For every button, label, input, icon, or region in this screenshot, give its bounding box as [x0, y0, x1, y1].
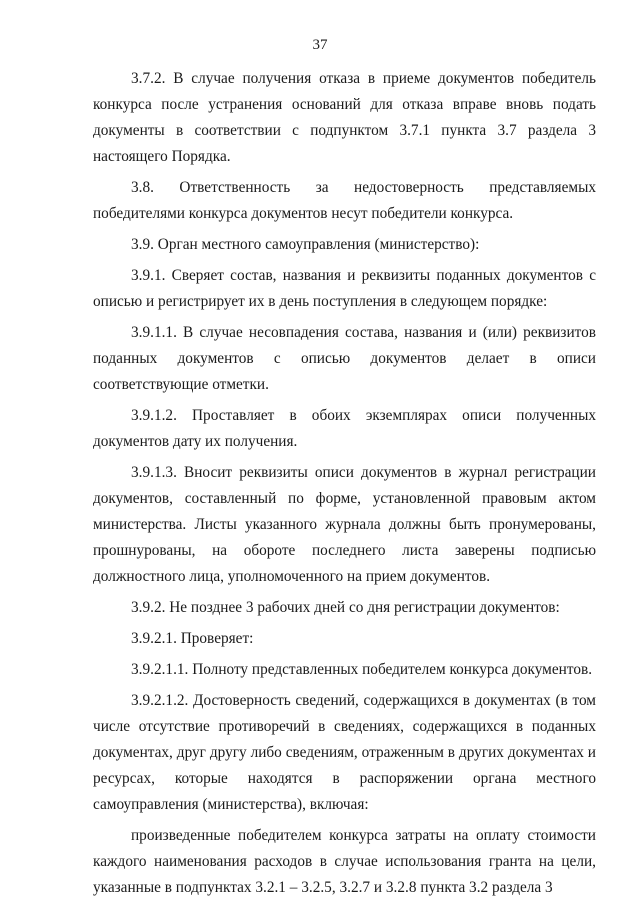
paragraph-continuation: произведенные победителем конкурса затраты на оплату стоимости каждого наименования расходов в случае использования гранта на цели, указанные в подпунктах 3.2.1 – 3.2.5, 3.2.7 и 3.2.8 пункта 3.2 раздела 3 [93, 827, 596, 896]
page-number: 37 [312, 37, 328, 53]
paragraph-3-9-1-1: 3.9.1.1. В случае несовпадения состава, названия и (или) реквизитов поданных документов с описью документов делает в описи соответствующие отметки. [93, 324, 596, 393]
paragraph-3-8: 3.8. Ответственность за недостоверность представляемых победителями конкурса документов несут победители конкурса. [93, 179, 596, 222]
paragraph-3-9: 3.9. Орган местного самоуправления (министерство): [131, 236, 480, 253]
paragraph-3-9-1-2: 3.9.1.2. Проставляет в обоих экземплярах описи полученных документов дату их получения. [93, 407, 596, 450]
paragraph-3-9-2-1-1: 3.9.2.1.1. Полноту представленных победителем конкурса документов. [131, 661, 593, 678]
document-body [93, 66, 596, 906]
paragraph-3-7-2: 3.7.2. В случае получения отказа в приеме документов победитель конкурса после устранения оснований для отказа вправе вновь подать документы в соответствии с подпунктом 3.7.1 пункта 3.7 раздела 3 настоящего Порядка. [93, 70, 596, 165]
paragraph-3-9-2: 3.9.2. Не позднее 3 рабочих дней со дня регистрации документов: [131, 599, 560, 616]
paragraph-3-9-2-1: 3.9.2.1. Проверяет: [131, 630, 254, 647]
paragraph-3-9-1-3: 3.9.1.3. Вносит реквизиты описи документов в журнал регистрации документов, составленный по форме, установленной правовым актом министерства. Листы указанного журнала должны быть пронумерованы, прошнурованы, на обороте последнего листа заверены подписью должностного лица, уполномоченного на прием документов. [93, 464, 596, 585]
paragraph-3-9-1: 3.9.1. Сверяет состав, названия и реквизиты поданных документов с описью и регистрирует их в день поступления в следующем порядке: [93, 267, 596, 310]
paragraph-3-9-2-1-2: 3.9.2.1.2. Достоверность сведений, содержащихся в документах (в том числе отсутствие противоречий в сведениях, содержащихся в поданных документах, друг другу либо сведениям, отраженным в других документах и ресурсах, которые находятся в распоряжении органа местного самоуправления (министерства), включая: [93, 692, 596, 813]
